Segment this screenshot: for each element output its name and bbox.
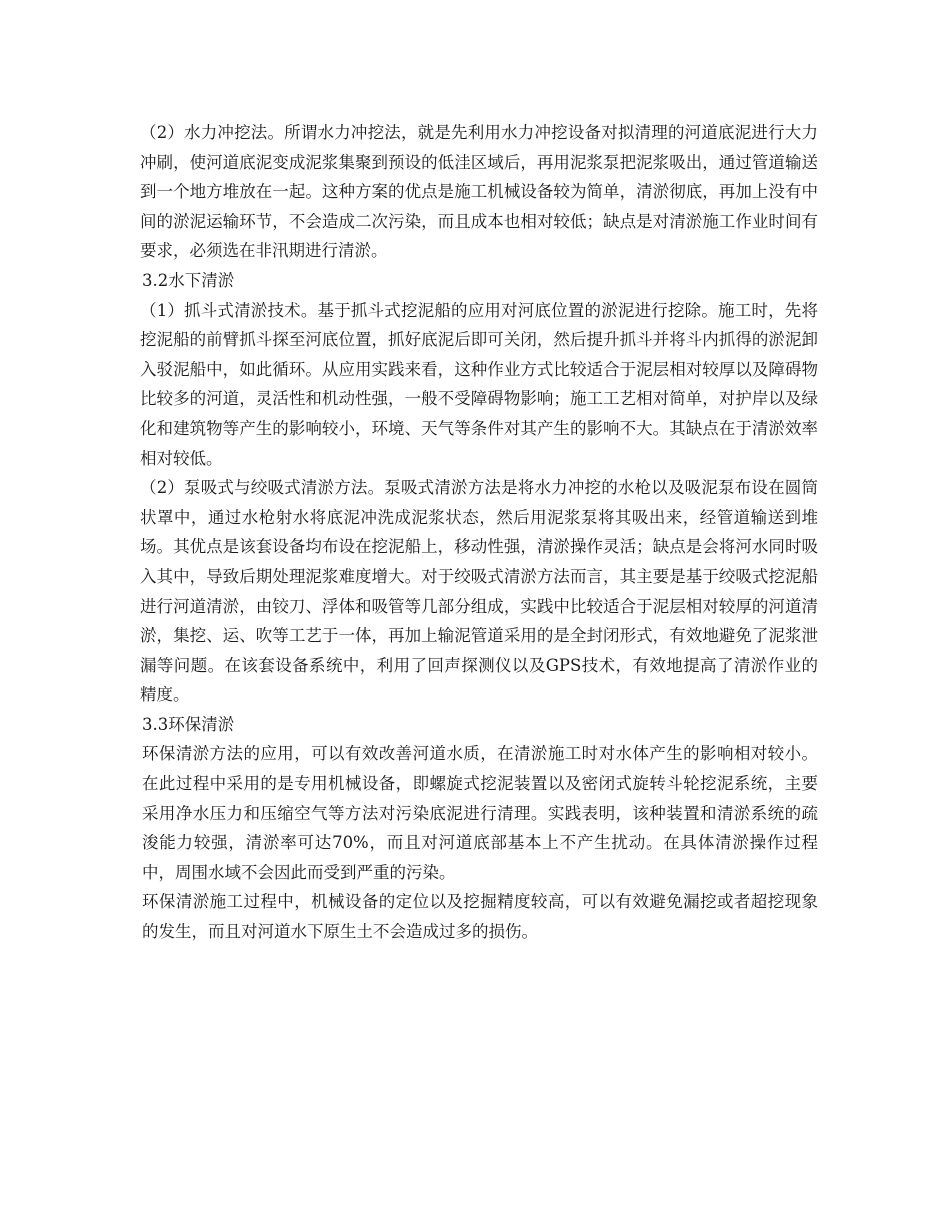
paragraph-eco-dredging-method: 环保清淤方法的应用，可以有效改善河道水质，在清淤施工时对水体产生的影响相对较小。在此过程中采用的是专用机械设备，即螺旋式挖泥装置以及密闭式旋转斗轮挖泥系统，主要采用净水压力和压缩空气等方法对污染底泥进行清理。实践表明，该种装置和清淤系统的疏浚能力较强，清淤率可达70%，而且对河道底部基本上不产生扰动。在具体清淤操作过程中，周围水域不会因此而受到严重的污染。	[142, 744, 818, 882]
paragraph-pump-cutter-suction: （2）泵吸式与绞吸式清淤方法。泵吸式清淤方法是将水力冲挖的水枪以及吸泥泵布设在圆筒状罩中，通过水枪射水将底泥冲洗成泥浆状态，然后用泥浆泵将其吸出来，经管道输送到堆场。其优点是该套设备均布设在挖泥船上，移动性强，清淤操作灵活；缺点是会将河水同时吸入其中，导致后期处理泥浆难度增大。对于绞吸式清淤方法而言，其主要是基于绞吸式挖泥船进行河道清淤，由铰刀、浮体和吸管等几部分组成，实践中比较适合于泥层相对较厚的河道清淤，集挖、运、吹等工艺于一体，再加上输泥管道采用的是全封闭形式，有效地避免了泥浆泄漏等问题。在该套设备系统中，利用了回声探测仪以及GPS技术，有效地提高了清淤作业的精度。	[140, 478, 818, 705]
section-heading-eco-dredging: 3.3环保清淤	[142, 714, 235, 734]
paragraph-hydraulic-flushing: （2）水力冲挖法。所谓水力冲挖法，就是先利用水力冲挖设备对拟清理的河道底泥进行大力冲刷，使河道底泥变成泥浆集聚到预设的低洼区域后，再用泥浆泵把泥浆吸出，通过管道输送到一个地方堆放在一起。这种方案的优点是施工机械设备较为简单，清淤彻底，再加上没有中间的淤泥运输环节，不会造成二次污染，而且成本也相对较低；缺点是对清淤施工作业时间有要求，必须选在非汛期进行清淤。	[140, 123, 818, 261]
section-heading-underwater-dredging: 3.2水下清淤	[142, 270, 235, 290]
paragraph-eco-dredging-precision: 环保清淤施工过程中，机械设备的定位以及挖掘精度较高，可以有效避免漏挖或者超挖现象的发生，而且对河道水下原生土不会造成过多的损伤。	[142, 892, 818, 942]
document-body	[142, 118, 818, 947]
paragraph-grab-dredging: （1）抓斗式清淤技术。基于抓斗式挖泥船的应用对河底位置的淤泥进行挖除。施工时，先将挖泥船的前臂抓斗探至河底位置，抓好底泥后即可关闭，然后提升抓斗并将斗内抓得的淤泥卸入驳泥船中，如此循环。从应用实践来看，这种作业方式比较适合于泥层相对较厚以及障碍物比较多的河道，灵活性和机动性强，一般不受障碍物影响；施工工艺相对简单，对护岸以及绿化和建筑物等产生的影响较小，环境、天气等条件对其产生的影响不大。其缺点在于清淤效率相对较低。	[140, 300, 818, 468]
